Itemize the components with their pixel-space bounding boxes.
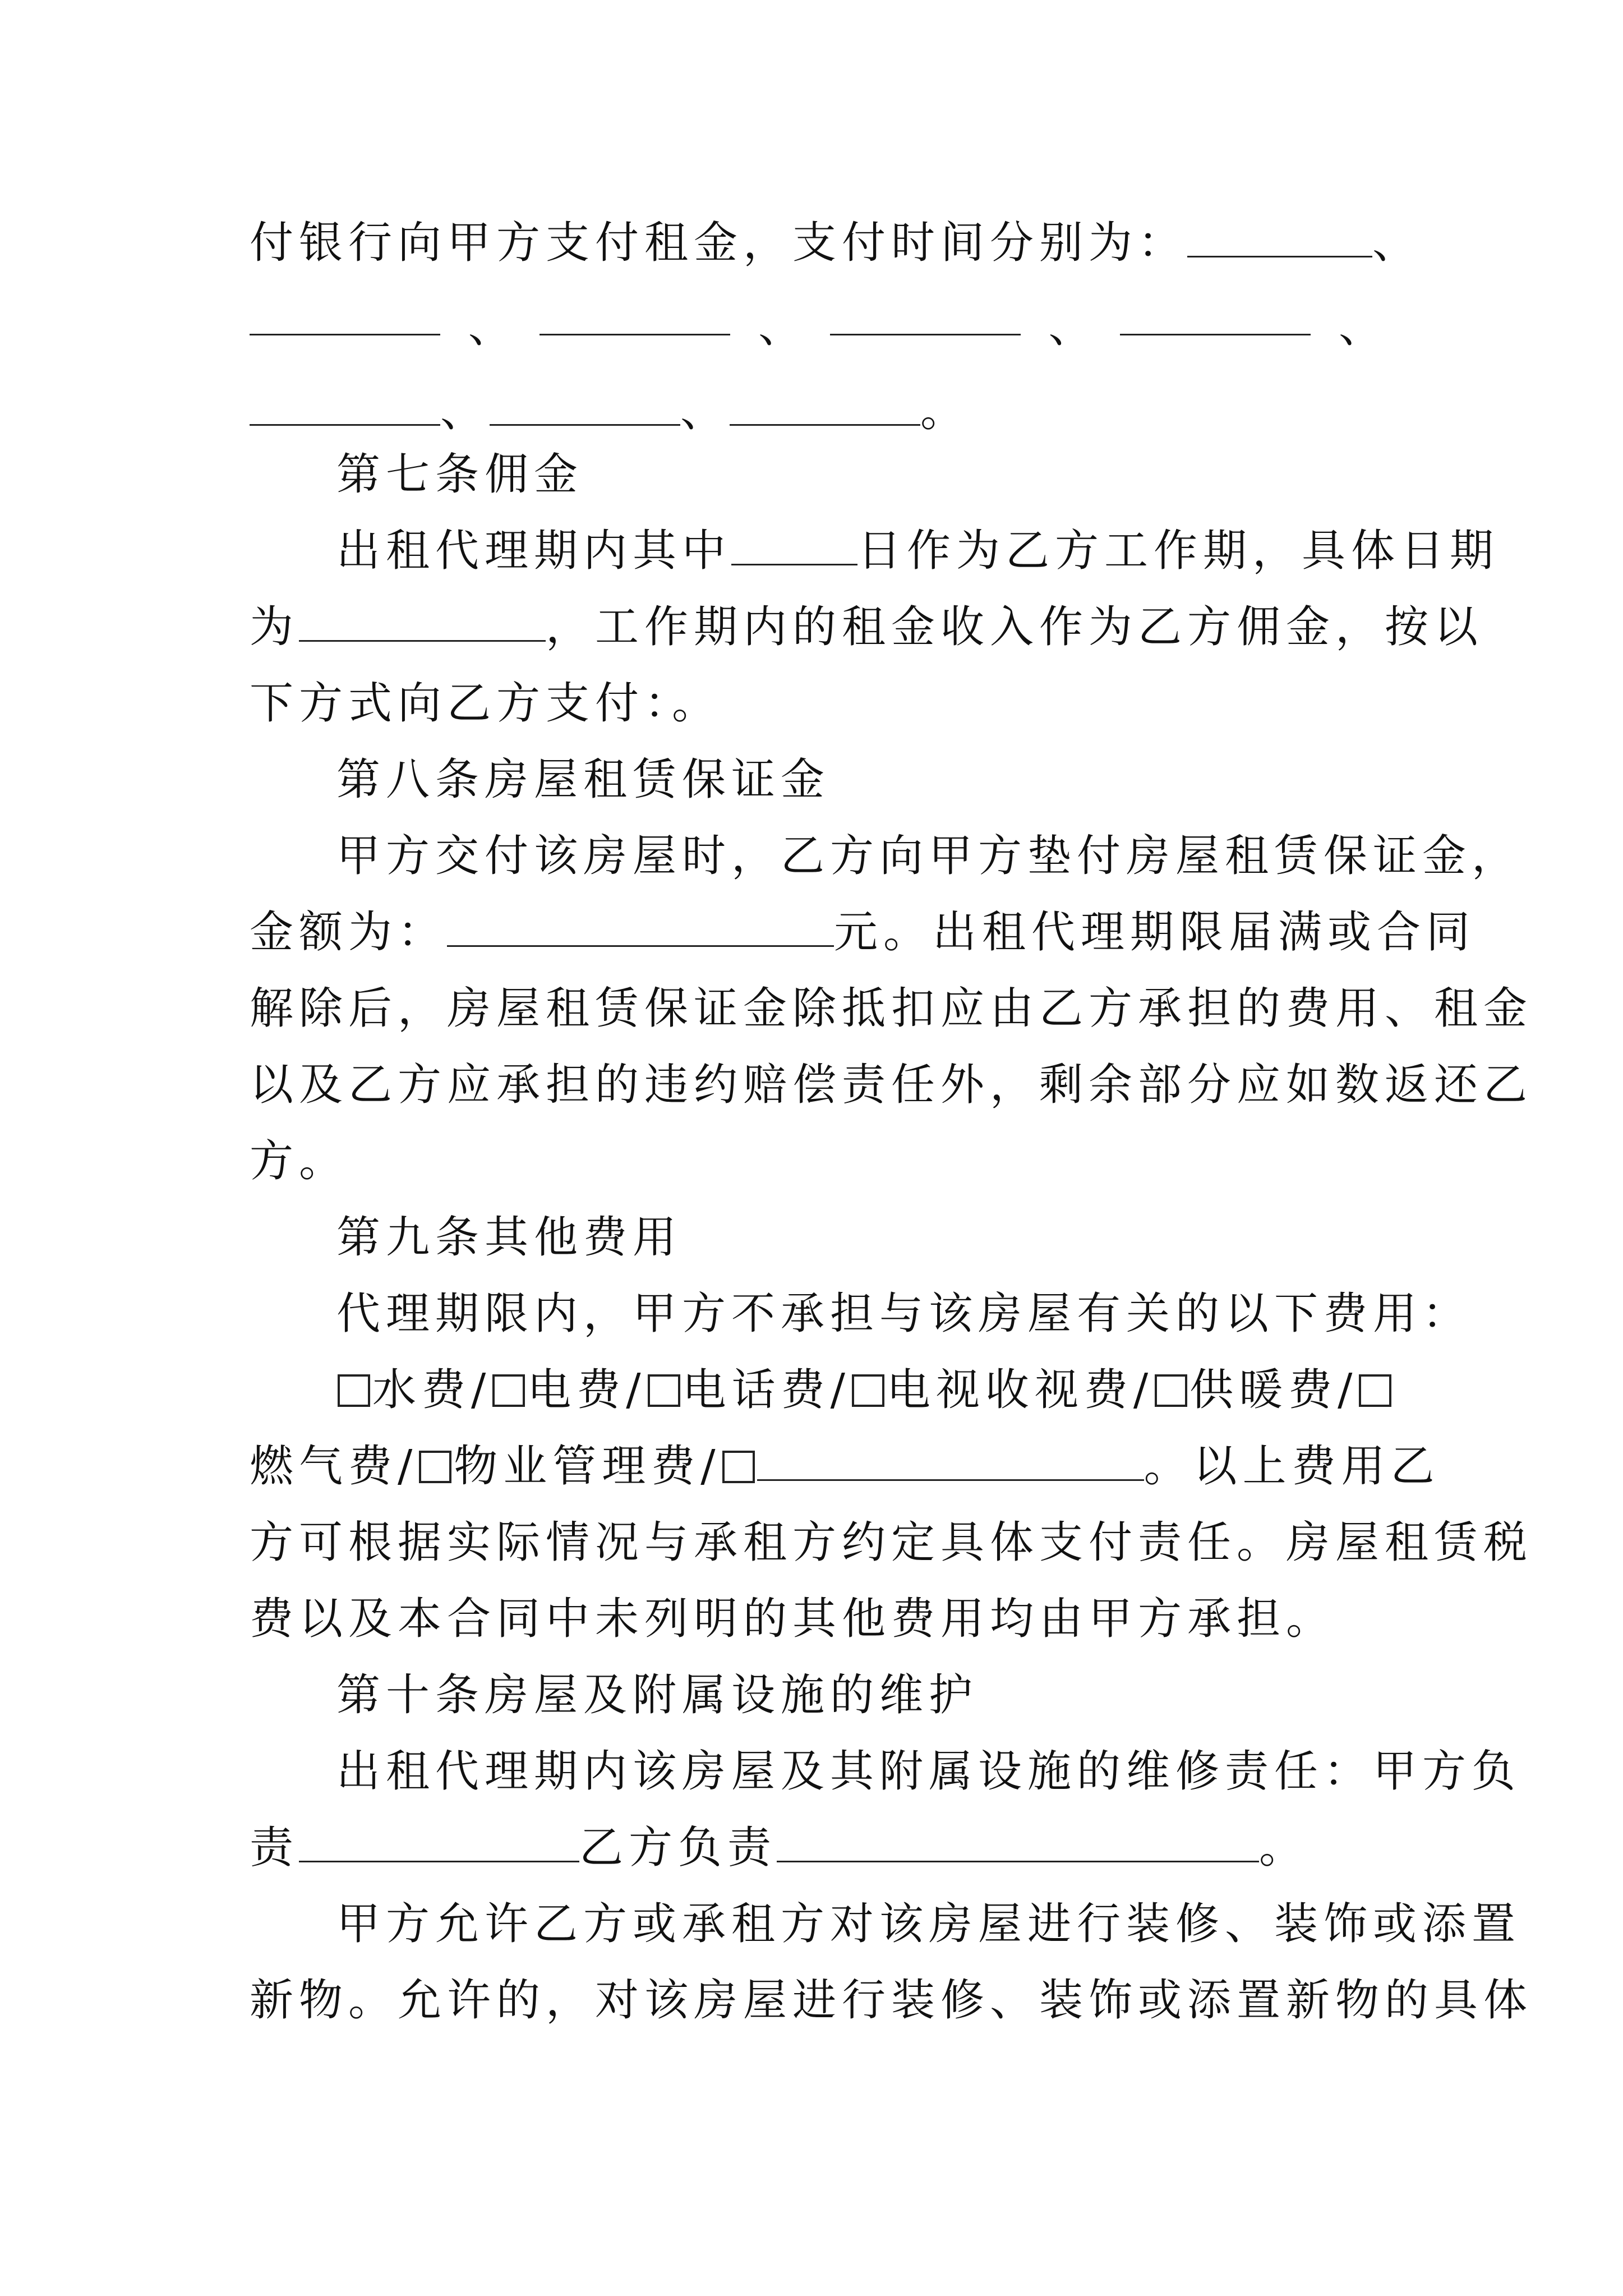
days-blank[interactable] xyxy=(731,529,857,565)
party-b-repair-blank[interactable] xyxy=(777,1826,1259,1862)
date-blank[interactable] xyxy=(730,389,920,426)
article-9-fee-options: 水费/ 电费/ 电话费/ 电视收视费/ 供暖费/ xyxy=(336,1362,1382,1418)
fee-checkbox[interactable] xyxy=(338,1374,370,1407)
deposit-amount-blank[interactable] xyxy=(447,910,834,947)
article-9-line-3: 燃气费/ 物业管理费/ 。以上费用乙 xyxy=(250,1441,1440,1492)
date-blank[interactable] xyxy=(490,389,680,426)
fee-checkbox[interactable] xyxy=(722,1451,755,1483)
article-8-heading: 第八条房屋租赁保证金 xyxy=(336,754,831,805)
article-8-line-3: 解除后，房屋租赁保证金除抵扣应由乙方承担的费用、租金 xyxy=(250,983,1533,1034)
article-10-line-2: 责 乙方负责 。 xyxy=(250,1823,1309,1873)
article-9-line-1: 代理期限内，甲方不承担与该房屋有关的以下费用： xyxy=(336,1289,1472,1339)
fee-checkbox[interactable] xyxy=(419,1451,451,1483)
fee-checkbox[interactable] xyxy=(852,1374,884,1407)
article-9-heading: 第九条其他费用 xyxy=(336,1212,683,1263)
article-8-line-4: 以及乙方应承担的违约赔偿责任外，剩余部分应如数返还乙 xyxy=(250,1060,1533,1110)
other-fee-blank[interactable] xyxy=(757,1444,1144,1481)
article-10-line-3: 甲方允许乙方或承租方对该房屋进行装修、装饰或添置 xyxy=(336,1899,1521,1949)
article-9-line-4: 方可根据实际情况与承租方约定具体支付责任。房屋租赁税 xyxy=(250,1517,1533,1568)
article-7-line-3: 下方式向乙方支付：。 xyxy=(250,678,722,729)
party-a-repair-blank[interactable] xyxy=(299,1826,579,1862)
article-9-line-5: 费以及本合同中未列明的其他费用均由甲方承担。 xyxy=(250,1594,1336,1644)
payment-line-3: 、 、 。 xyxy=(250,383,1382,439)
date-blank[interactable] xyxy=(1187,221,1372,257)
article-10-line-4: 新物。允许的，对该房屋进行装修、装饰或添置新物的具体 xyxy=(250,1975,1533,2026)
work-dates-blank[interactable] xyxy=(299,605,546,642)
payment-line-1: 付银行向甲方支付租金，支付时间分别为： 、 xyxy=(250,218,1422,268)
date-blank[interactable] xyxy=(250,299,440,335)
article-10-heading: 第十条房屋及附属设施的维护 xyxy=(336,1670,979,1720)
payment-line-2: 、 、 、 、 xyxy=(250,299,1382,355)
fee-checkbox[interactable] xyxy=(1155,1374,1187,1407)
article-7-line-2: 为 ，工作期内的租金收入作为乙方佣金，按以 xyxy=(250,602,1484,652)
article-8-line-5: 方。 xyxy=(250,1136,349,1186)
article-8-line-1: 甲方交付该房屋时，乙方向甲方垫付房屋租赁保证金， xyxy=(336,831,1521,881)
article-7-line-1: 出租代理期内其中 日作为乙方工作期，具体日期 xyxy=(336,526,1500,576)
fee-checkbox[interactable] xyxy=(648,1374,680,1407)
date-blank[interactable] xyxy=(540,299,730,335)
article-8-line-2: 金额为： 元。出租代理期限届满或合同 xyxy=(250,907,1476,958)
article-7-heading: 第七条佣金 xyxy=(336,449,584,500)
fee-checkbox[interactable] xyxy=(1359,1374,1391,1407)
date-blank[interactable] xyxy=(830,299,1021,335)
fee-checkbox[interactable] xyxy=(492,1374,525,1407)
payment-text: 付银行向甲方支付租金，支付时间分别为： xyxy=(250,218,1188,268)
date-blank[interactable] xyxy=(1120,299,1311,335)
date-blank[interactable] xyxy=(250,389,440,426)
article-10-line-1: 出租代理期内该房屋及其附属设施的维修责任：甲方负 xyxy=(336,1746,1521,1797)
